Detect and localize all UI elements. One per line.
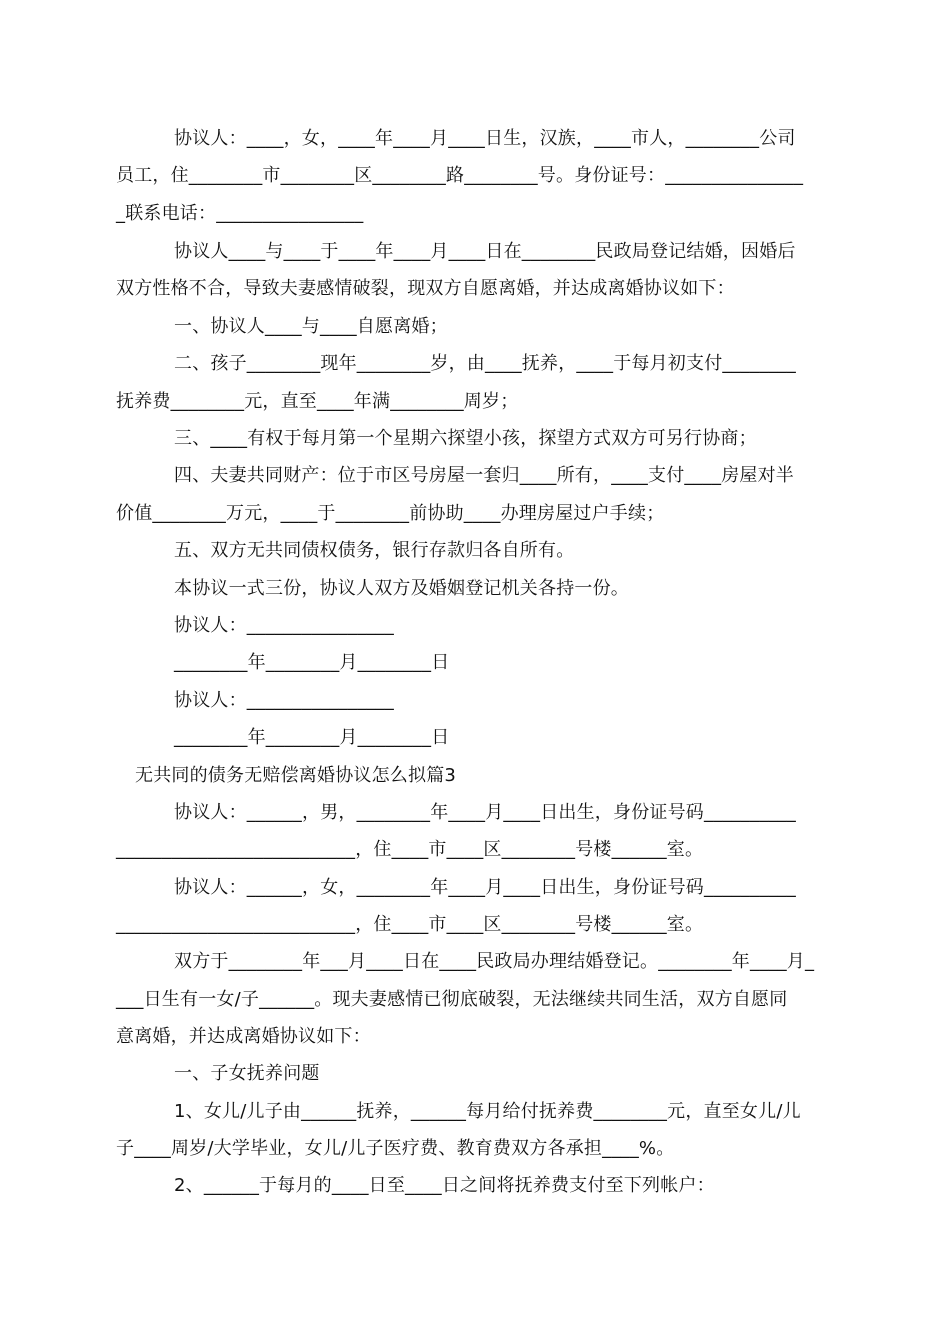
clause-line: 抚养费________元，直至____年满________周岁； (116, 391, 519, 412)
paragraph-line: 双方性格不合，导致夫妻感情破裂，现双方自愿离婚，并达成离婚协议如下： (116, 278, 735, 299)
paragraph-line: 员工，住________市________区________路________号。身份证号：_______________ (116, 165, 804, 186)
paragraph-line: 双方于________年___月____日在____民政局办理结婚登记。________年____月_ (174, 951, 815, 972)
paragraph-line: 协议人____与____于____年____月____日在________民政局登记结婚，因婚后 (174, 241, 796, 262)
clause-line: 三、____有权于每月第一个星期六探望小孩，探望方式双方可另行协商； (174, 428, 757, 449)
signature-line: 协议人：________________ (174, 615, 394, 636)
clause-line: 一、协议人____与____自愿离婚； (174, 316, 448, 337)
clause-line: 五、双方无共同债权债务，银行存款归各自所有。 (174, 540, 575, 561)
clause-line: 价值________万元，____于________前协助____办理房屋过户手续； (116, 503, 665, 524)
paragraph-line: _联系电话：________________ (116, 203, 364, 224)
signature-line: 协议人：________________ (174, 690, 394, 711)
subsection-heading: 一、子女抚养问题 (174, 1063, 320, 1084)
clause-line: 1、女儿/儿子由______抚养，______每月给付抚养费________元，直至女儿/儿 (174, 1101, 801, 1122)
paragraph-line: 协议人：____，女，____年____月____日生，汉族，____市人，________公司 (174, 128, 796, 149)
paragraph-line: 协议人：______，男，________年____月____日出生，身份证号码__________ (174, 802, 796, 823)
paragraph-line: 本协议一式三份，协议人双方及婚姻登记机关各持一份。 (174, 578, 629, 599)
clause-line: 2、______于每月的____日至____日之间将抚养费支付至下列帐户： (174, 1175, 715, 1196)
paragraph-line: __________________________，住____市____区________号楼______室。 (116, 839, 704, 860)
clause-line: 四、夫妻共同财产：位于市区号房屋一套归____所有，____支付____房屋对半 (174, 465, 794, 486)
paragraph-line: 意离婚，并达成离婚协议如下： (116, 1026, 371, 1047)
clause-line: 二、孩子________现年________岁，由____抚养，____于每月初支付________ (174, 353, 796, 374)
section-heading: 无共同的债务无赔偿离婚协议怎么拟篇3 (135, 765, 457, 786)
paragraph-line: ___日生有一女/子______。现夫妻感情已彻底破裂，无法继续共同生活，双方自愿同 (116, 989, 788, 1010)
date-line: ________年________月________日 (174, 652, 450, 673)
paragraph-line: 协议人：______，女，________年____月____日出生，身份证号码__________ (174, 877, 796, 898)
date-line: ________年________月________日 (174, 727, 450, 748)
paragraph-line: __________________________，住____市____区________号楼______室。 (116, 914, 704, 935)
clause-line: 子____周岁/大学毕业，女儿/儿子医疗费、教育费双方各承担____%。 (116, 1138, 675, 1159)
